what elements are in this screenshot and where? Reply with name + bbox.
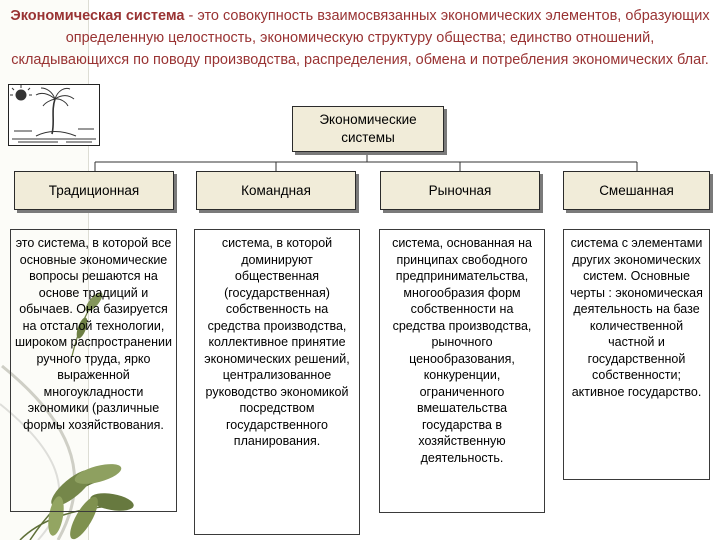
header-term: Экономическая система: [10, 8, 185, 24]
category-box-market: Рыночная: [380, 171, 540, 210]
description-box-command: система, в которой доминируют общественная (государственная) собственность на средства производства, коллективное принятие экономических решений, централизованное руководство экономикой посредством государственного планирования.: [194, 229, 360, 535]
category-box-mixed: Смешанная: [563, 171, 710, 210]
header-definition: - это совокупность взаимосвязанных экономических элементов, образующих определенную целостность, экономическую структуру общества; единство отношений, складывающихся по поводу производства, распределения, обмена и потребления экономических благ.: [11, 8, 710, 68]
palm-island-sketch-image: [8, 84, 100, 146]
slide-header: [8, 6, 712, 71]
description-box-market: система, основанная на принципах свободного предпринимательства, многообразия форм собственности на средства производства, рыночного ценообразования, конкуренции, ограниченного вмешательства государства в хозяйственную деятельность.: [379, 229, 545, 513]
category-box-traditional: Традиционная: [14, 171, 174, 210]
category-box-command: Командная: [196, 171, 356, 210]
description-box-traditional: это система, в которой все основные экономические вопросы решаются на основе традиций и обычаев. Она базируется на отсталой технологии, широком распространении ручного труда, ярко выраженной многоукладности экономики (различные формы хозяйствования.: [10, 229, 177, 512]
root-box-economic-systems: Экономические системы: [292, 106, 444, 152]
description-box-mixed: система с элементами других экономических систем. Основные черты : экономическая деятельность на базе количественной частной и государственной собственности; активное государство.: [563, 229, 710, 480]
